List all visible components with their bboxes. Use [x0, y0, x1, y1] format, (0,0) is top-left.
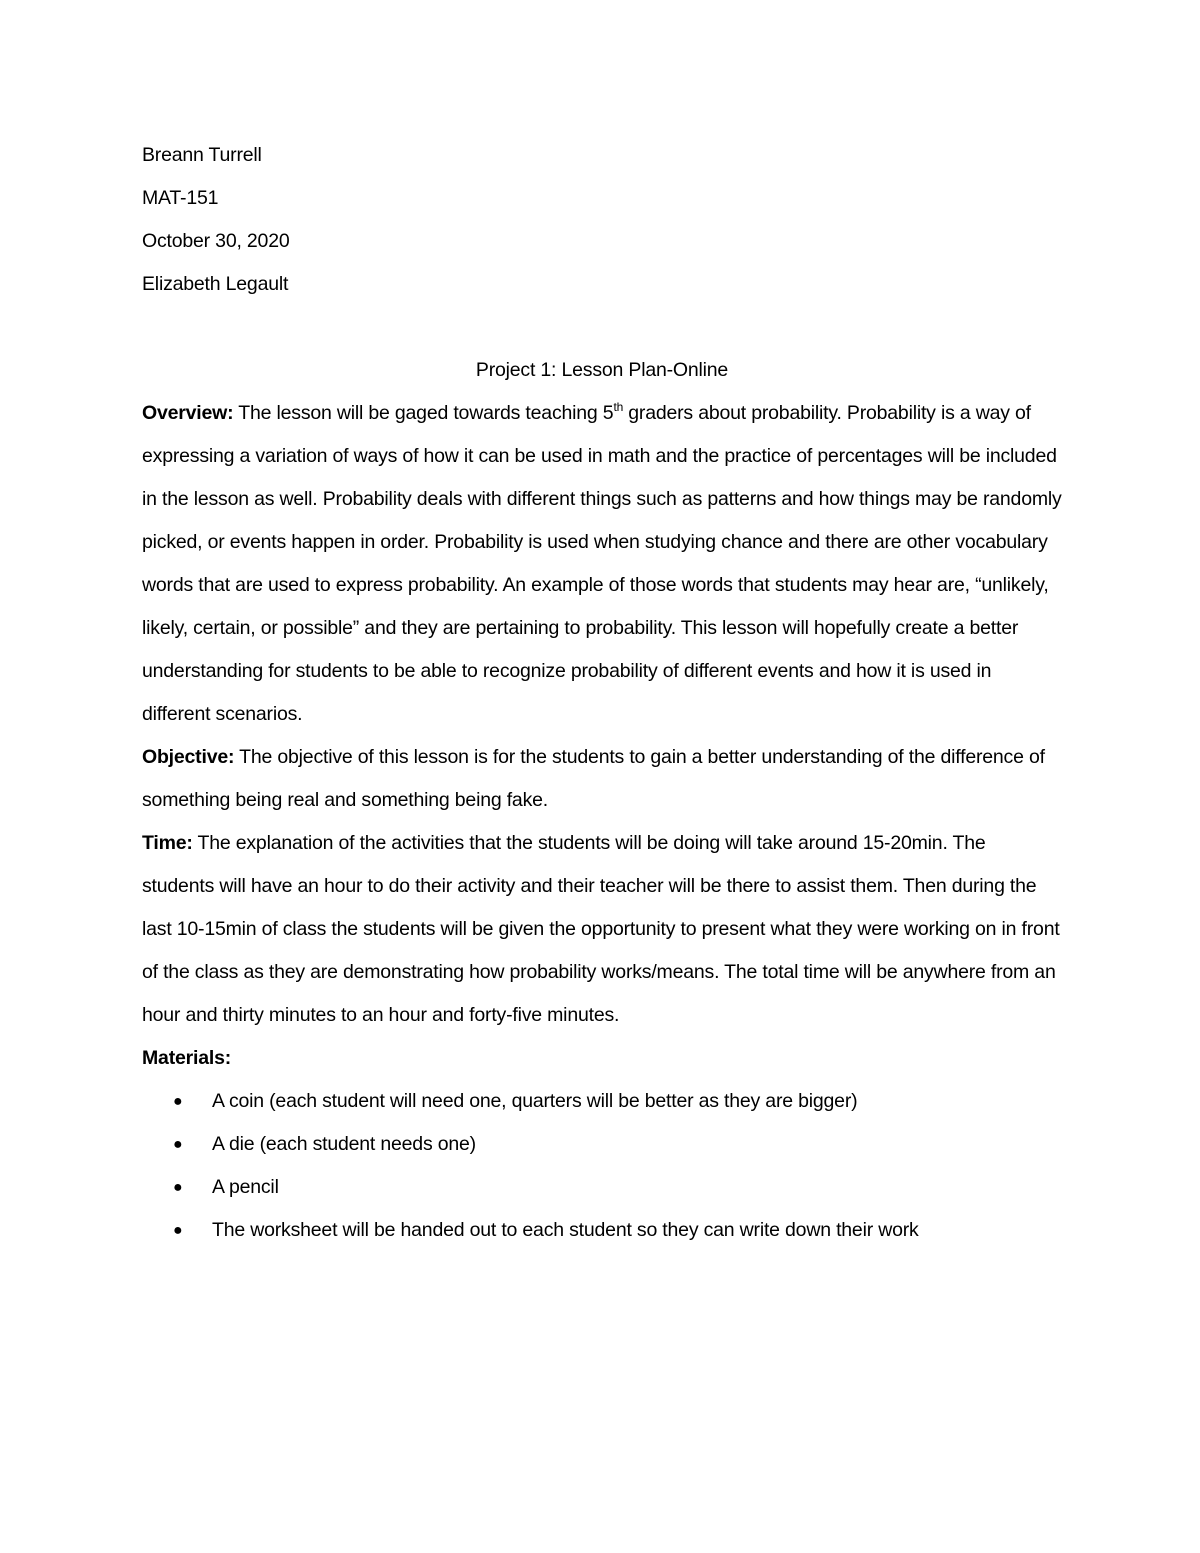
bullet-icon: ●: [173, 1093, 183, 1110]
time-text: The explanation of the activities that the students will be doing will take around 15-20min. The students will have an hour to do their activity and their teacher will be there to assist them. Then during the last 10-15min of class the students will be given the opportunity to present what they were working on in front of the class as they are demonstrating how probability works/means. The total time will be anywhere from an hour and thirty minutes to an hour and forty-five minutes.: [142, 832, 1060, 1026]
instructor-name: Elizabeth Legault: [142, 273, 289, 295]
course-code: MAT-151: [142, 187, 219, 209]
overview-superscript: th: [613, 400, 624, 414]
materials-list: [142, 1080, 1062, 1252]
material-item-text: A pencil: [212, 1176, 279, 1198]
document-body: [142, 134, 1062, 1252]
document-date: October 30, 2020: [142, 230, 290, 252]
objective-label: Objective:: [142, 746, 235, 768]
list-item: [142, 1209, 1062, 1252]
material-item-text: The worksheet will be handed out to each student so they can write down their work: [212, 1219, 919, 1241]
document-title: Project 1: Lesson Plan-Online: [475, 359, 729, 381]
header-spacer: [142, 306, 1062, 349]
objective-paragraph: [142, 736, 1062, 822]
time-paragraph: [142, 822, 1062, 1037]
list-item: [142, 1080, 1062, 1123]
overview-text-end: graders about probability. Probability is a way of expressing a variation of ways of how it can be used in math and the practice of percentages will be included in the lesson as well. Probability deals with different things such as patterns and how things may be randomly picked, or events happen in order. Probability is used when studying chance and there are other vocabulary words that are used to express probability. An example of those words that students may hear are, “unlikely, likely, certain, or possible” and they are pertaining to probability. This lesson will hopefully create a better understanding for students to be able to recognize probability of different events and how it is used in different scenarios.: [142, 402, 1062, 725]
bullet-icon: ●: [173, 1222, 183, 1239]
material-item-text: A die (each student needs one): [212, 1133, 476, 1155]
overview-text-start: The lesson will be gaged towards teaching 5: [233, 402, 614, 424]
bullet-icon: ●: [173, 1136, 183, 1153]
objective-text: The objective of this lesson is for the students to gain a better understanding of the difference of something being real and something being fake.: [142, 746, 1045, 811]
materials-label: Materials:: [142, 1047, 232, 1069]
overview-label: Overview:: [142, 402, 234, 424]
list-item: [142, 1166, 1062, 1209]
overview-paragraph: [142, 392, 1062, 736]
material-item-text: A coin (each student will need one, quarters will be better as they are bigger): [212, 1090, 858, 1112]
student-name: Breann Turrell: [142, 144, 262, 166]
list-item: [142, 1123, 1062, 1166]
time-label: Time:: [142, 832, 193, 854]
bullet-icon: ●: [173, 1179, 183, 1196]
